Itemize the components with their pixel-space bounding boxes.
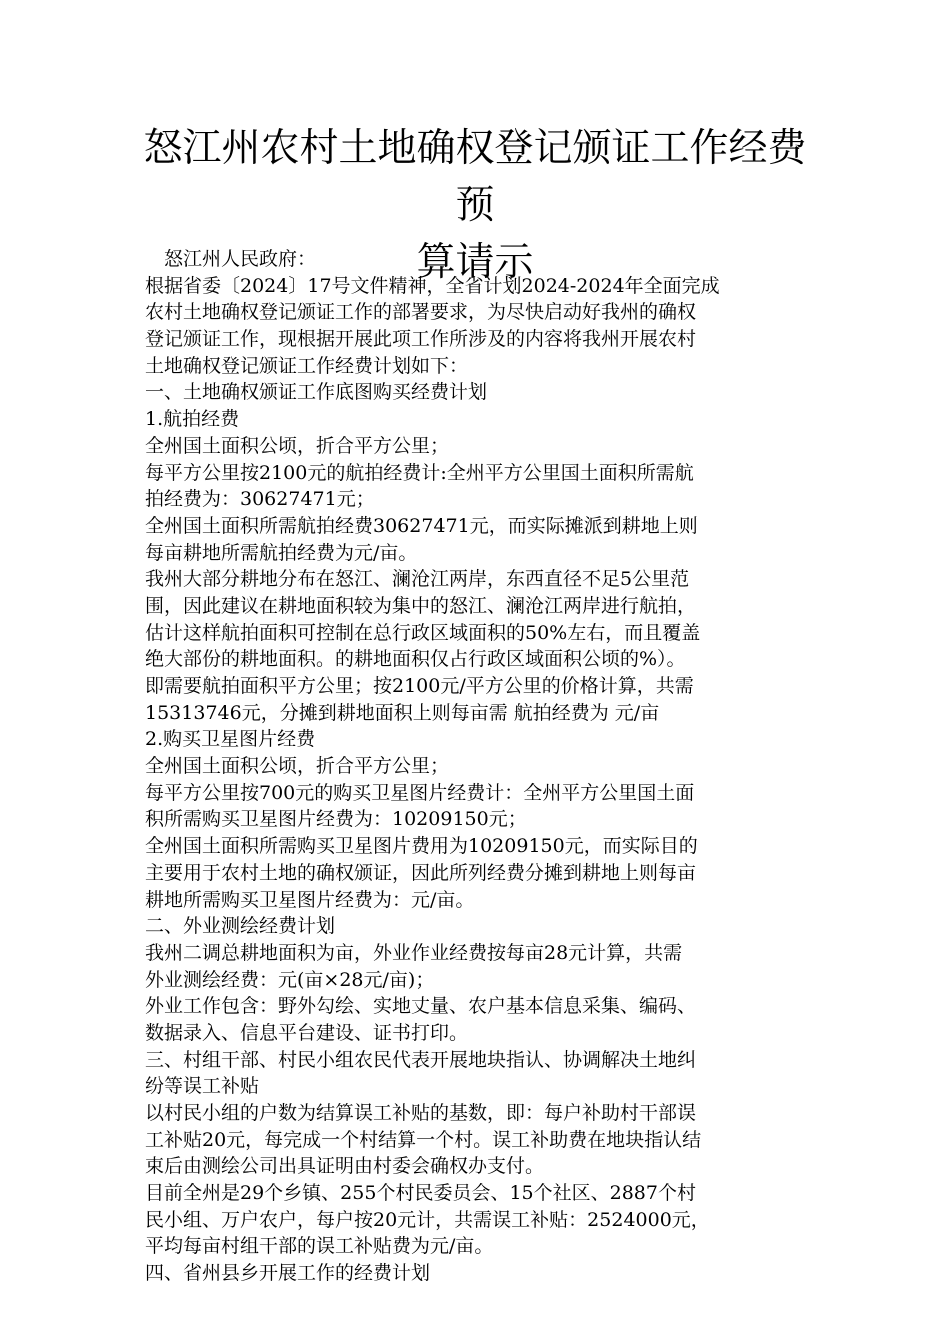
text-line: 全州国土面积公顷，折合平方公里； <box>145 755 450 778</box>
text-line: 根据省委〔2024〕17号文件精神，全省计划2024-2024年全面完成 <box>145 274 720 297</box>
text-line: 拍经费为：30627471元； <box>145 488 375 511</box>
text-line: 目前全州是29个乡镇、255个村民委员会、15个社区、2887个村 <box>145 1182 696 1205</box>
text-line: 四、省州县乡开展工作的经费计划 <box>145 1262 431 1285</box>
text-line: 我州二调总耕地面积为亩，外业作业经费按每亩28元计算，共需 <box>145 941 683 964</box>
text-line: 每平方公里按700元的购买卫星图片经费计：全州平方公里国土面 <box>145 781 695 804</box>
text-line: 我州大部分耕地分布在怒江、澜沧江两岸，东西直径不足5公里范 <box>145 568 690 591</box>
text-line: 三、村组干部、村民小组农民代表开展地块指认、协调解决土地纠 <box>145 1048 697 1071</box>
text-line: 数据录入、信息平台建设、证书打印。 <box>145 1021 469 1044</box>
document-body <box>145 246 815 1287</box>
text-line: 纷等误工补贴 <box>145 1075 260 1098</box>
text-line: 民小组、万户农户，每户按20元计，共需误工补贴：2524000元， <box>145 1208 710 1231</box>
text-line: 平均每亩村组干部的误工补贴费为元/亩。 <box>145 1235 494 1258</box>
text-line: 估计这样航拍面积可控制在总行政区域面积的50%左右，而且覆盖 <box>145 621 701 644</box>
title-line-1: 怒江州农村土地确权登记颁证工作经费预 <box>143 126 807 228</box>
text-line: 束后由测绘公司出具证明由村委会确权办支付。 <box>145 1155 545 1178</box>
text-line: 农村土地确权登记颁证工作的部署要求，为尽快启动好我州的确权 <box>145 301 697 324</box>
text-line: 2.购买卫星图片经费 <box>145 728 316 751</box>
text-line: 外业测绘经费：元(亩×28元/亩)； <box>145 968 435 991</box>
text-line: 积所需购买卫星图片经费为：10209150元； <box>145 808 527 831</box>
text-line: 登记颁证工作，现根据开展此项工作所涉及的内容将我州开展农村 <box>145 328 697 351</box>
text-line: 全州国土面积所需航拍经费30627471元，而实际摊派到耕地上则 <box>145 514 698 537</box>
text-line: 以村民小组的户数为结算误工补贴的基数，即：每户补助村干部误 <box>145 1102 697 1124</box>
text-line: 全州国土面积所需购买卫星图片费用为10209150元，而实际目的 <box>145 835 698 858</box>
title-line-2: 算请示 <box>416 240 534 285</box>
text-line: 土地确权登记颁证工作经费计划如下： <box>145 354 469 377</box>
text-line: 耕地所需购买卫星图片经费为：元/亩。 <box>145 888 475 911</box>
text-line: 围，因此建议在耕地面积较为集中的怒江、澜沧江两岸进行航拍， <box>145 594 697 617</box>
text-line: 主要用于农村土地的确权颁证，因此所列经费分摊到耕地上则每亩 <box>145 861 697 884</box>
text-line: 每亩耕地所需航拍经费为元/亩。 <box>145 541 418 564</box>
text-line: 绝大部份的耕地面积。的耕地面积仅占行政区域面积公顷的%）。 <box>145 648 686 671</box>
text-line: 全州国土面积公顷，折合平方公里； <box>145 434 450 457</box>
text-line: 每平方公里按2100元的航拍经费计:全州平方公里国土面积所需航 <box>145 461 694 484</box>
text-line: 1.航拍经费 <box>145 408 240 431</box>
text-line: 外业工作包含：野外勾绘、实地丈量、农户基本信息采集、编码、 <box>145 995 697 1018</box>
text-line: 即需要航拍面积平方公里；按2100元/平方公里的价格计算，共需 <box>145 675 694 697</box>
text-line: 一、土地确权颁证工作底图购买经费计划 <box>145 381 488 404</box>
text-line: 工补贴20元，每完成一个村结算一个村。误工补助费在地块指认结 <box>145 1128 702 1151</box>
text-line: 二、外业测绘经费计划 <box>145 915 336 938</box>
text-line: 15313746元，分摊到耕地面积上则每亩需 航拍经费为 元/亩 <box>145 701 660 724</box>
text-line: 怒江州人民政府： <box>145 248 317 270</box>
